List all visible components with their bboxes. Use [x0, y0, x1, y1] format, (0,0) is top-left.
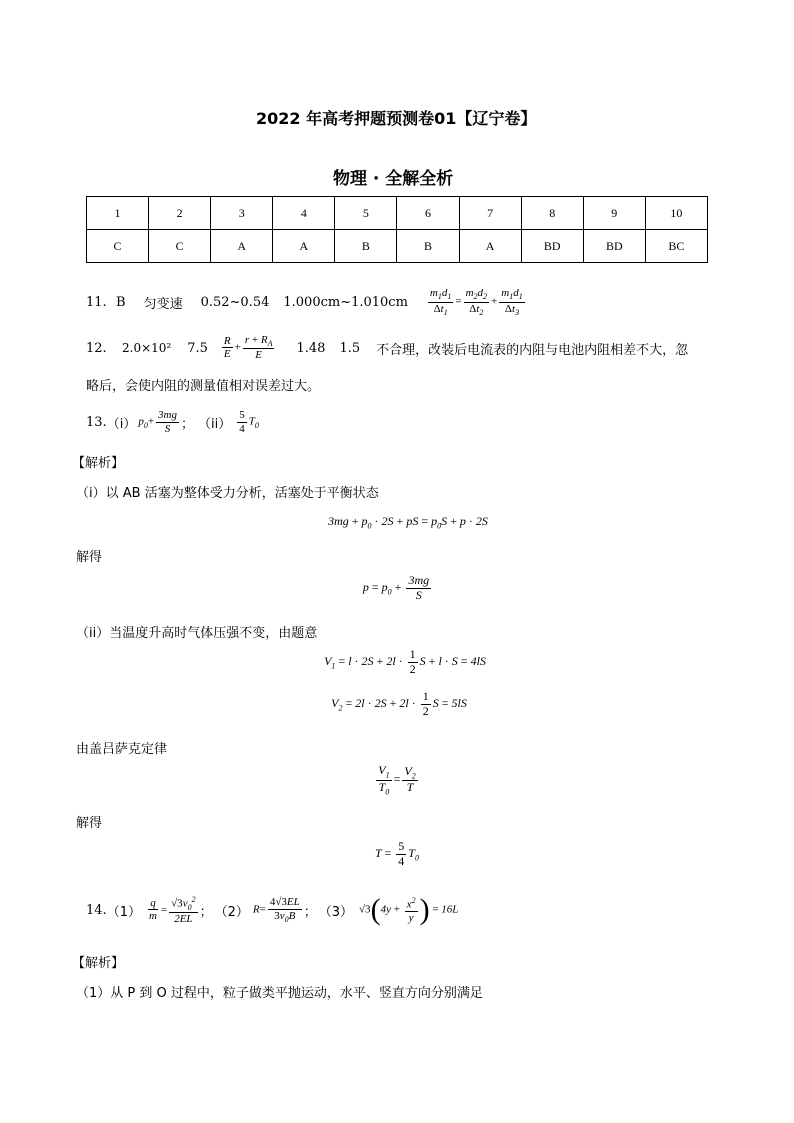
answer-table-answer-cell: BC [645, 230, 707, 263]
page-subtitle: 物理 · 全解全析 [333, 169, 454, 189]
answer-table-answer-row [87, 230, 708, 263]
q11-answer-2: 匀变速 [143, 296, 183, 312]
q14-answer-2: R= $\frac{4√3EL}{3v_0B}$ [252, 895, 300, 924]
q13-analysis-heading: 【解析】 [72, 456, 125, 471]
answer-table-number-row [87, 197, 708, 230]
q13-answer-i: $p_0+$ $\frac{3mg}{S}$ [138, 408, 177, 435]
answer-table-answer-cell: BD [521, 230, 583, 263]
answer-table-answer-cell: A [459, 230, 521, 263]
q11-answer-3: 0.52~0.54 [200, 294, 270, 310]
q13-equation-gay-lussac: $\frac{V_1}{T_0}$ = $\frac{V_2}{T}$ [378, 763, 416, 796]
q14-part-3: （3） [318, 904, 354, 920]
answer-table-number-cell: 9 [583, 197, 645, 230]
answer-table-number-cell: 5 [335, 197, 397, 230]
answer-table-number-cell: 3 [211, 197, 273, 230]
q14-line [86, 888, 458, 932]
q12-answer-4: 1.5 [339, 340, 361, 356]
q13-analysis-line-1: （i）以 AB 活塞为整体受力分析，活塞处于平衡状态 [76, 486, 379, 501]
q13-analysis-line-3: 由盖吕萨克定律 [76, 742, 168, 757]
q12-number: 12. [86, 340, 107, 356]
q13-jiede-1: 解得 [76, 550, 103, 565]
q14-analysis-line-1: （1）从 P 到 O 过程中，粒子做类平抛运动，水平、竖直方向分别满足 [76, 986, 483, 1001]
q13-equation-v2: $V_2 = 2l \cdot 2S + 2l$ · $\frac{1}{2}$ S = 5lS [331, 689, 467, 718]
answer-table-answer-cell: C [149, 230, 211, 263]
q14-answer-3: √3(4y + $\frac{x^2}{y}$ ) = 16L [359, 893, 459, 926]
q13-number: 13. [86, 414, 107, 430]
answer-table-number-cell: 7 [459, 197, 521, 230]
answer-table-number-cell: 6 [397, 197, 459, 230]
q12-text-1: 不合理，改装后电流表的内阻与电池内阻相差不大，忽 [376, 342, 689, 358]
q13-equation-balance: $3mg + p_0 \cdot 2S$ + pS = $p_0S + p \cdot 2S$ [328, 514, 488, 531]
q13-part-ii: （ii） [198, 416, 232, 432]
q11-line [86, 286, 527, 318]
answer-table-number-cell: 10 [645, 197, 707, 230]
answer-table [86, 196, 708, 263]
q13-equation-v1: $V_1 = l \cdot 2S + 2l$ · $\frac{1}{2}$ S + l · S = 4lS [324, 647, 486, 676]
q13-part-i: （i） [106, 416, 137, 432]
q11-formula: $\frac{m_1d_1}{\Delta t_1}$ = $\frac{m_2d_2}{\Delta t_2}$ + $\frac{m_1d_1}{\Delta t_3}$ [429, 287, 523, 317]
q12-line [86, 330, 688, 366]
q11-answer-1: B [116, 294, 126, 310]
q13-sep: ； [180, 416, 194, 432]
q14-number: 14. [86, 902, 107, 918]
q13-equation-pressure: $p = p_0$ + $\frac{3mg}{S}$ [362, 573, 430, 602]
answer-table-number-cell: 2 [149, 197, 211, 230]
answer-table-number-cell: 4 [273, 197, 335, 230]
q13-jiede-2: 解得 [76, 816, 103, 831]
q13-analysis-line-2: （ii）当温度升高时气体压强不变，由题意 [76, 626, 318, 641]
answer-table-answer-cell: A [273, 230, 335, 263]
q11-answer-4: 1.000cm~1.010cm [283, 294, 408, 310]
q12-answer-3: 1.48 [296, 340, 326, 356]
answer-table-answer-cell: A [211, 230, 273, 263]
q13-equation-result: T = $\frac{5}{4}$ $T_0$ [375, 839, 419, 868]
q14-analysis-heading: 【解析】 [72, 956, 125, 971]
q14-part-2: （2） [214, 904, 249, 920]
answer-table-answer-cell: B [335, 230, 397, 263]
q11-number: 11. [86, 294, 107, 310]
q13-answer-ii: $\frac{5}{4}$ $T_0$ [239, 408, 259, 435]
q14-part-1: （1） [106, 904, 141, 920]
answer-table-answer-cell: C [87, 230, 149, 263]
answer-table-number-cell: 8 [521, 197, 583, 230]
q12-answer-2: 7.5 [187, 340, 208, 356]
q14-answer-1: $\frac{q}{m}$ = $\frac{√3v_0^2}{2EL}$ [148, 894, 196, 925]
answer-table-number-cell: 1 [87, 197, 149, 230]
q12-formula: $\frac{R}{E}$ + $\frac{r + R_A}{E}$ [223, 333, 273, 362]
answer-table-answer-cell: BD [583, 230, 645, 263]
q12-text-2: 略后，会使内阻的测量值相对误差过大。 [86, 379, 321, 394]
q12-answer-1: 2.0×10² [122, 341, 172, 355]
page-title: 2022 年高考押题预测卷01【辽宁卷】 [256, 109, 537, 128]
answer-table-answer-cell: B [397, 230, 459, 263]
q13-line [86, 404, 259, 440]
q14-sep-2: ； [303, 904, 317, 920]
q14-sep-1: ； [199, 904, 213, 920]
